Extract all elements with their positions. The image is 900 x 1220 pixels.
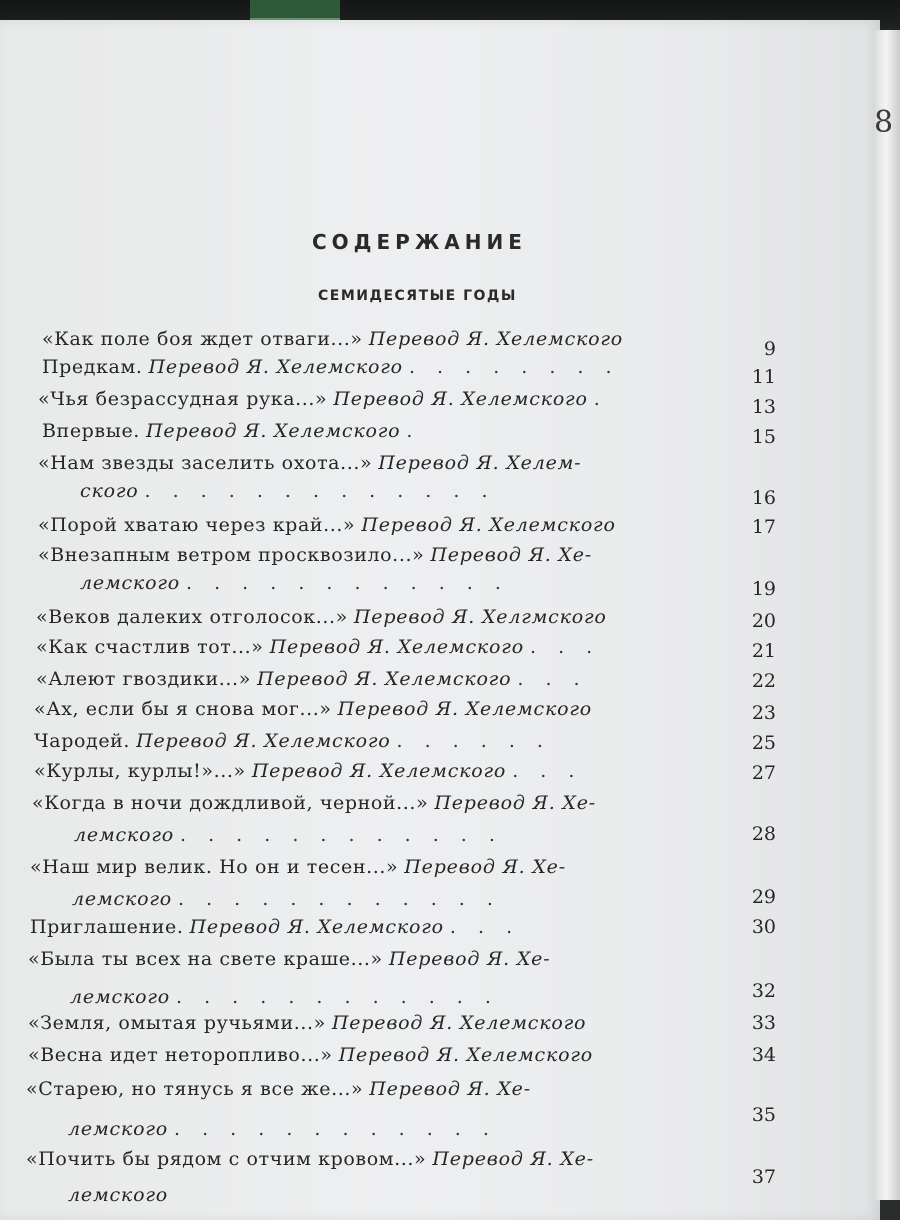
- entry-translator: Перевод Я. Хелемского: [189, 916, 444, 938]
- entry-translator: Перевод Я. Хелемского: [331, 1012, 587, 1034]
- leader-dots: . . .: [517, 668, 588, 690]
- toc-entry[interactable]: [28, 950, 550, 969]
- page-number: 17: [751, 516, 776, 538]
- entry-title: «Как поле боя ждет отваги...»: [42, 328, 363, 350]
- entry-title: «Курлы, курлы!»...»: [34, 760, 246, 782]
- toc-entry[interactable]: [26, 1150, 594, 1169]
- toc-entry[interactable]: [38, 546, 592, 565]
- toc-entry[interactable]: [36, 670, 588, 689]
- toc-entry[interactable]: [28, 1046, 593, 1065]
- entry-continuation: [74, 826, 503, 845]
- toc-entry[interactable]: [36, 638, 600, 657]
- page-number: 25: [751, 732, 776, 754]
- entry-translator: Перевод Я. Хелемского: [145, 420, 401, 442]
- entry-translator: Перевод Я. Хелемского: [361, 514, 616, 536]
- entry-translator: Перевод Я. Хе-: [434, 792, 596, 814]
- entry-title: «Внезапным ветром просквозило...»: [38, 544, 425, 566]
- page-number: 33: [751, 1012, 776, 1034]
- entry-translator: Перевод Я. Хелемского: [368, 328, 624, 350]
- entry-title: Приглашение.: [30, 916, 184, 938]
- entry-translator-cont: лемского: [68, 1184, 168, 1206]
- page-number: 34: [751, 1044, 776, 1066]
- toc-entry[interactable]: [36, 608, 607, 627]
- toc-entry[interactable]: [42, 358, 620, 377]
- entry-translator: Перевод Я. Хе-: [432, 1148, 594, 1170]
- toc-entry[interactable]: [38, 454, 581, 473]
- entry-translator: Перевод Я. Хелгмского: [353, 606, 607, 628]
- toc-entry[interactable]: [42, 422, 420, 441]
- entry-translator: Перевод Я. Хе-: [388, 948, 551, 970]
- page-number: 20: [751, 610, 776, 632]
- entry-title: «Старею, но тянусь я все же...»: [26, 1078, 364, 1100]
- entry-translator-cont: лемского: [80, 572, 180, 594]
- entry-title: «Нам звезды заселить охота...»: [38, 452, 373, 474]
- entry-translator: Перевод Я. Хелем-: [378, 452, 582, 474]
- page-number: 11: [751, 366, 776, 388]
- page-number: 28: [751, 823, 776, 845]
- entry-continuation: [72, 890, 501, 909]
- entry-translator: Перевод Я. Хелемского: [269, 636, 524, 658]
- page-number: 22: [751, 670, 776, 692]
- entry-translator: Перевод Я. Хе-: [430, 544, 592, 566]
- entry-continuation: [80, 482, 496, 501]
- entry-title: «Наш мир велик. Но он и тесен...»: [30, 856, 399, 878]
- entry-continuation: [70, 988, 499, 1007]
- entry-title: «Когда в ночи дождливой, черной...»: [32, 792, 429, 814]
- entry-translator-cont: ского: [80, 480, 139, 502]
- toc-entry[interactable]: [42, 330, 623, 349]
- entry-translator: Перевод Я. Хелемского: [337, 698, 593, 720]
- entry-title: «Почить бы рядом с отчим кровом...»: [26, 1148, 427, 1170]
- entry-title: «Порой хватаю через край...»: [38, 514, 356, 536]
- toc-entry[interactable]: [38, 516, 616, 535]
- entry-title: «Как счастлив тот...»: [36, 636, 264, 658]
- page-number: 19: [751, 578, 776, 600]
- entry-title: Чародей.: [34, 730, 131, 752]
- entry-title: «Чья безрассудная рука...»: [38, 388, 328, 410]
- leader-dots: .: [406, 420, 421, 442]
- page-number: 29: [751, 886, 776, 908]
- toc-entry[interactable]: [26, 1080, 531, 1099]
- entry-translator: Перевод Я. Хелемского: [256, 668, 512, 690]
- entry-title: Предкам.: [42, 356, 143, 378]
- leader-dots: . . . . . . . . . . . .: [186, 572, 509, 594]
- entry-continuation: [68, 1120, 497, 1139]
- page-number: 32: [751, 980, 776, 1002]
- entry-translator: Перевод Я. Хелемского: [333, 388, 588, 410]
- entry-translator: Перевод Я. Хелемского: [251, 760, 507, 782]
- leader-dots: . . . . . . . . . . . .: [180, 824, 503, 846]
- entry-translator: Перевод Я. Хелемского: [338, 1044, 594, 1066]
- entry-translator: Перевод Я. Хе-: [369, 1078, 531, 1100]
- entry-title: «Земля, омытая ручьями...»: [28, 1012, 326, 1034]
- leader-dots: . . .: [529, 636, 601, 658]
- entry-translator-cont: лемского: [74, 824, 174, 846]
- entry-title: «Ах, если бы я снова мог...»: [34, 698, 332, 720]
- leader-dots: . . .: [512, 760, 583, 782]
- toc-entry[interactable]: [38, 390, 608, 409]
- leader-dots: . . .: [449, 916, 521, 938]
- page-number: 35: [751, 1104, 776, 1126]
- section-heading: СЕМИДЕСЯТЫЕ ГОДЫ: [318, 288, 517, 304]
- entry-continuation: [80, 574, 509, 593]
- entry-continuation: [68, 1186, 168, 1205]
- page-number: 27: [751, 762, 776, 784]
- leader-dots: . . . . . . . . . . . .: [178, 888, 501, 910]
- leader-dots: .: [593, 388, 608, 410]
- page-number: 30: [751, 916, 776, 938]
- leader-dots: . . . . . . . . . . . .: [174, 1118, 497, 1140]
- page-number: 15: [751, 426, 776, 448]
- page-number: 23: [751, 702, 776, 724]
- entry-title: «Была ты всех на свете краше...»: [28, 948, 383, 970]
- toc-entry[interactable]: [30, 918, 520, 937]
- page-number: 37: [751, 1166, 776, 1188]
- toc-entry[interactable]: [28, 1014, 586, 1033]
- toc-entry[interactable]: [30, 858, 566, 877]
- page-number: 9: [763, 338, 776, 360]
- entry-title: «Весна идет неторопливо...»: [28, 1044, 333, 1066]
- toc-entry[interactable]: [34, 732, 551, 751]
- entry-title: «Веков далеких отголосок...»: [36, 606, 348, 628]
- page-number: 13: [751, 396, 776, 418]
- leader-dots: . . . . . . . . . . . .: [176, 986, 499, 1008]
- entry-title: Впервые.: [42, 420, 140, 442]
- page-number: 21: [751, 640, 776, 662]
- leader-dots: . . . . . . . . . . . . .: [144, 480, 496, 502]
- page-number: 16: [751, 487, 776, 509]
- leader-dots: . . . . . .: [396, 730, 551, 752]
- entry-translator-cont: лемского: [68, 1118, 168, 1140]
- leader-dots: . . . . . . . .: [408, 356, 620, 378]
- page-title: СОДЕРЖАНИЕ: [312, 230, 527, 254]
- entry-translator: Перевод Я. Хелемского: [136, 730, 391, 752]
- entry-translator-cont: лемского: [72, 888, 172, 910]
- toc-entry[interactable]: [34, 762, 582, 781]
- entry-translator: Перевод Я. Хелемского: [148, 356, 403, 378]
- side-page-mark: 8: [874, 105, 894, 140]
- entry-title: «Алеют гвоздики...»: [36, 668, 251, 690]
- toc-entry[interactable]: [34, 700, 592, 719]
- entry-translator-cont: лемского: [70, 986, 170, 1008]
- toc-entry[interactable]: [32, 794, 596, 813]
- entry-translator: Перевод Я. Хе-: [404, 856, 566, 878]
